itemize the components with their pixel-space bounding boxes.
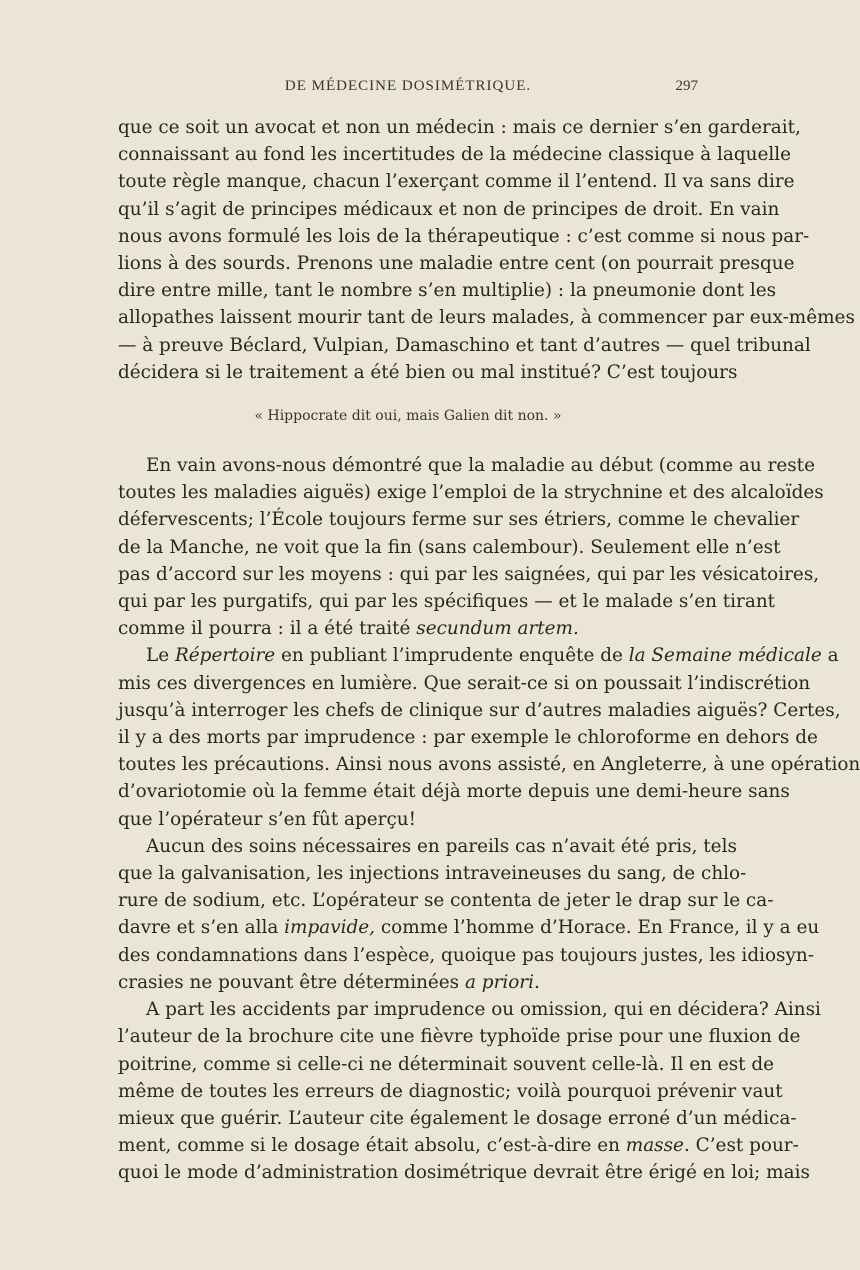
text-line: mieux que guérir. L’auteur cite également le dosage erroné d’un médica- [118,1107,797,1129]
page-body [118,114,860,1187]
text-line: poitrine, comme si celle-ci ne déterminait souvent celle-là. Il en est de [118,1053,775,1075]
text-line: que l’opérateur s’en fût aperçu! [118,808,417,830]
text-line: Aucun des soins nécessaires en pareils cas n’avait été pris, tels [146,835,737,857]
italic-text: impavide, [284,917,376,939]
text-line: qui par les purgatifs, qui par les spécifiques — et le malade s’en tirant [118,591,776,613]
text-line: dire entre mille, tant le nombre s’en multiplie) : la pneumonie dont les [118,280,777,302]
running-header [118,78,698,108]
italic-text: secundum artem. [416,618,579,640]
text-run: C’est pour- [689,1135,799,1157]
text-run: davre et s’en alla [118,917,285,939]
text-line: que ce soit un avocat et non un médecin : mais ce dernier s’en garderait, [118,117,801,138]
text-line: toute règle manque, chacun l’exerçant comme il l’entend. Il va sans dire [118,171,795,193]
text-line [118,969,698,996]
text-line [118,1132,799,1159]
paragraph-3 [118,642,860,832]
text-line: d’ovariotomie où la femme était déjà morte depuis une demi-heure sans [118,781,790,803]
paragraph-1 [118,114,855,386]
running-title: DE MÉDECINE DOSIMÉTRIQUE. [284,78,532,94]
text-line [118,615,698,642]
text-line [118,914,820,941]
text-line: nous avons formulé les lois de la thérapeutique : c’est comme si nous par- [118,225,810,247]
text-line: de la Manche, ne voit que la fin (sans calembour). Seulement elle n’est [118,536,781,558]
text-run: comme il pourra : il a été traité [118,618,417,640]
text-run: crasies ne pouvant être déterminées [118,971,465,993]
italic-text: masse. [625,1135,690,1157]
text-line: lions à des sourds. Prenons une maladie entre cent (on pourrait presque [118,253,795,275]
text-line: même de toutes les erreurs de diagnostic; voilà pourquoi prévenir vaut [118,1080,783,1102]
text-line: En vain avons-nous démontré que la maladie au début (comme au reste [146,455,815,477]
paragraph-5 [118,996,821,1186]
text-line: A part les accidents par imprudence ou omission, qui en décidera? Ainsi [146,999,821,1021]
text-line: quoi le mode d’administration dosimétrique devrait être érigé en loi; mais [118,1162,810,1184]
paragraph-4 [118,833,820,996]
text-line: des condamnations dans l’espèce, quoique pas toujours justes, les idiosyn- [118,944,814,966]
text-line: jusqu’à interroger les chefs de clinique sur d’autres maladies aiguës? Certes, [118,699,841,721]
italic-text: a priori. [464,971,540,993]
italic-text: Répertoire [174,645,276,667]
text-line: il y a des morts par imprudence : par exemple le chloroforme en dehors de [118,727,818,749]
italic-text: la Semaine médicale [628,645,822,667]
text-line: toutes les maladies aiguës) exige l’emploi de la strychnine et des alcaloïdes [118,482,824,504]
paragraph-2 [118,452,824,642]
text-line: qu’il s’agit de principes médicaux et non de principes de droit. En vain [118,198,780,220]
text-line: rure de sodium, etc. L’opérateur se contenta de jeter le drap sur le ca- [118,890,774,912]
page-number: 297 [675,78,698,94]
text-line: défervescents; l’École toujours ferme sur ses étriers, comme le chevalier [118,509,800,531]
quotation: « Hippocrate dit oui, mais Galien dit non. » [254,408,562,425]
text-line: toutes les précautions. Ainsi nous avons assisté, en Angleterre, à une opération [118,754,860,776]
text-run: ment, comme si le dosage était absolu, c’est-à-dire en [118,1135,626,1157]
text-line: connaissant au fond les incertitudes de la médecine classique à laquelle [118,144,792,166]
text-line: l’auteur de la brochure cite une fièvre typhoïde prise pour une fluxion de [118,1026,801,1048]
text-line: allopathes laissent mourir tant de leurs malades, à commencer par eux-mêmes [118,307,855,329]
text-run: comme l’homme d’Horace. En France, il y a eu [375,917,820,939]
text-run: a [821,645,839,667]
text-line: mis ces divergences en lumière. Que serait-ce si on poussait l’indiscrétion [118,672,811,694]
text-line [118,642,839,669]
text-line: pas d’accord sur les moyens : qui par les saignées, qui par les vésicatoires, [118,563,820,585]
text-line: — à preuve Béclard, Vulpian, Damaschino et tant d’autres — quel tribunal [118,334,811,356]
text-run: en publiant l’imprudente enquête de [275,645,629,667]
text-line: décidera si le traitement a été bien ou mal institué? C’est toujours [118,361,738,383]
text-run: Le [146,645,175,667]
text-line: que la galvanisation, les injections intraveineuses du sang, de chlo- [118,863,747,885]
